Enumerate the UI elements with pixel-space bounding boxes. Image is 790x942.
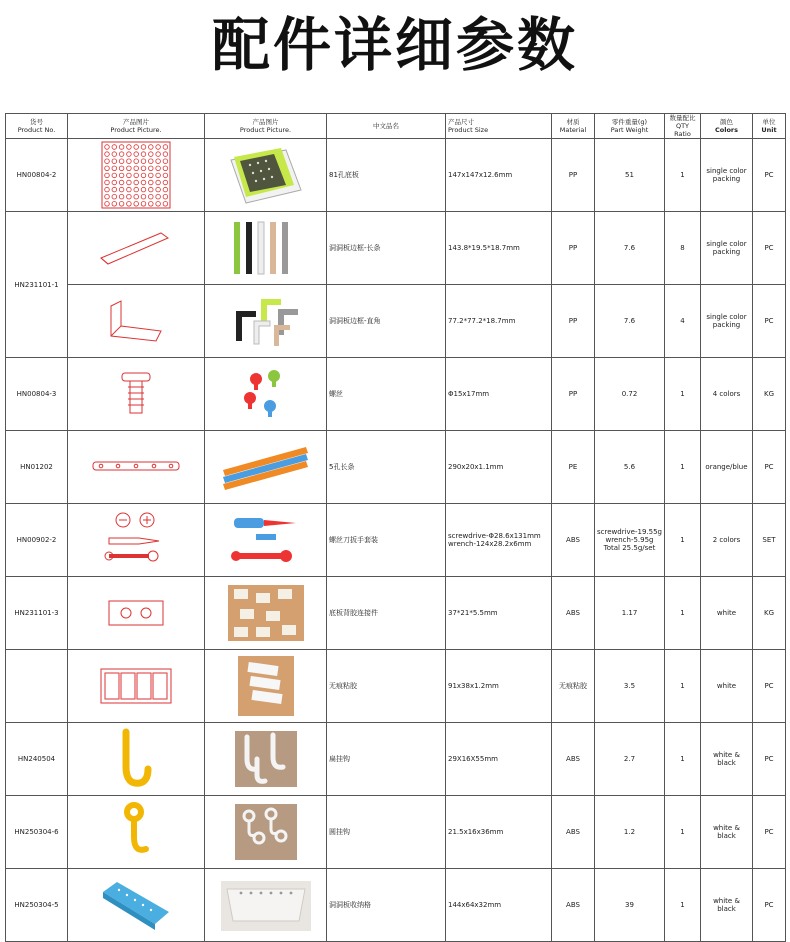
peg-hole <box>127 145 132 150</box>
material: PP <box>552 139 595 212</box>
peg-hole <box>127 152 132 157</box>
qty-ratio: 1 <box>665 869 701 942</box>
part-weight: 2.7 <box>595 723 665 796</box>
chinese-name: 扁挂钩 <box>327 723 446 796</box>
peg-hole <box>156 202 161 207</box>
peg-hole <box>134 166 139 171</box>
peg-hole <box>149 159 154 164</box>
material: PE <box>552 431 595 504</box>
peg-hole <box>105 194 110 199</box>
peg-hole <box>141 159 146 164</box>
colors: white <box>701 650 753 723</box>
material: PP <box>552 285 595 358</box>
peg-hole <box>156 145 161 150</box>
peg-hole <box>149 152 154 157</box>
peg-hole <box>163 152 168 157</box>
peg-hole <box>119 159 124 164</box>
peg-hole <box>141 194 146 199</box>
product-size: 143.8*19.5*18.7mm <box>446 212 552 285</box>
table-row <box>6 650 786 723</box>
peg-hole <box>149 173 154 178</box>
shelf-sketch-icon <box>99 878 173 932</box>
part-weight: 7.6 <box>595 212 665 285</box>
flat-hook-sketch-icon <box>116 727 156 791</box>
product-code: HN231101-1 <box>6 212 68 358</box>
unit: PC <box>753 796 786 869</box>
material: ABS <box>552 504 595 577</box>
unit: KG <box>753 577 786 650</box>
chinese-name: 洞洞板边框-直角 <box>327 285 446 358</box>
connector-sketch-icon <box>106 598 166 628</box>
product-photo <box>205 431 327 504</box>
product-code: HN240504 <box>6 723 68 796</box>
table-row <box>6 577 786 650</box>
material: 无痕粘胶 <box>552 650 595 723</box>
colors: orange/blue <box>701 431 753 504</box>
header-size: 产品尺寸 Product Size <box>446 114 552 139</box>
colors: 4 colors <box>701 358 753 431</box>
table-row <box>6 139 786 212</box>
chinese-name: 洞洞板边框-长条 <box>327 212 446 285</box>
tool-set-photo-icon <box>226 510 306 570</box>
flat-hooks-photo-icon <box>233 729 299 789</box>
five-hole-strip-sketch-icon <box>91 457 181 477</box>
peg-hole <box>134 159 139 164</box>
qty-ratio: 1 <box>665 504 701 577</box>
chinese-name: 无痕粘胶 <box>327 650 446 723</box>
qty-ratio: 1 <box>665 577 701 650</box>
qty-ratio: 1 <box>665 723 701 796</box>
product-size: 37*21*5.5mm <box>446 577 552 650</box>
product-size: 77.2*77.2*18.7mm <box>446 285 552 358</box>
table-row <box>6 431 786 504</box>
product-photo <box>205 212 327 285</box>
peg-hole <box>141 173 146 178</box>
header-weight: 零件重量(g) Part Weight <box>595 114 665 139</box>
peg-hole <box>134 187 139 192</box>
qty-ratio: 4 <box>665 285 701 358</box>
table-row <box>6 212 786 285</box>
peg-hole <box>112 145 117 150</box>
product-size: Φ15x17mm <box>446 358 552 431</box>
unit: PC <box>753 431 786 504</box>
peg-hole <box>163 166 168 171</box>
peg-hole <box>156 152 161 157</box>
peg-hole <box>163 194 168 199</box>
product-photo <box>205 504 327 577</box>
unit: PC <box>753 212 786 285</box>
round-hooks-photo-icon <box>233 802 299 862</box>
product-photo <box>205 285 327 358</box>
header-row <box>6 114 786 139</box>
unit: KG <box>753 358 786 431</box>
part-weight: 5.6 <box>595 431 665 504</box>
peg-hole <box>112 166 117 171</box>
strips-photo-icon <box>218 442 313 492</box>
qty-ratio: 1 <box>665 139 701 212</box>
line-drawing <box>68 139 205 212</box>
peg-hole <box>163 202 168 207</box>
header-unit: 单位 Unit <box>753 114 786 139</box>
chinese-name: 81孔底板 <box>327 139 446 212</box>
peg-hole <box>156 159 161 164</box>
header-picture-2: 产品图片 Product Picture. <box>205 114 327 139</box>
product-code: HN00804-2 <box>6 139 68 212</box>
peg-hole <box>149 166 154 171</box>
peg-hole <box>163 145 168 150</box>
qty-ratio: 1 <box>665 650 701 723</box>
product-size: 29X16X55mm <box>446 723 552 796</box>
screws-photo-icon <box>236 364 296 424</box>
product-size: screwdrive-Φ28.6x131mm wrench-124x28.2x6mm <box>446 504 552 577</box>
product-size: 21.5x16x36mm <box>446 796 552 869</box>
peg-hole <box>119 166 124 171</box>
peg-hole <box>149 187 154 192</box>
peg-hole <box>119 180 124 185</box>
chinese-name: 螺丝 <box>327 358 446 431</box>
peg-hole <box>127 173 132 178</box>
line-drawing <box>68 650 205 723</box>
material: ABS <box>552 869 595 942</box>
peg-hole <box>119 187 124 192</box>
product-size: 147x147x12.6mm <box>446 139 552 212</box>
peg-hole <box>112 187 117 192</box>
chinese-name: 洞洞板收纳格 <box>327 869 446 942</box>
peg-hole <box>112 180 117 185</box>
peg-hole <box>105 159 110 164</box>
peg-hole <box>127 159 132 164</box>
peg-hole <box>163 173 168 178</box>
product-photo <box>205 869 327 942</box>
part-weight: 3.5 <box>595 650 665 723</box>
part-weight: 51 <box>595 139 665 212</box>
unit: PC <box>753 869 786 942</box>
peg-hole <box>134 194 139 199</box>
peg-hole <box>119 194 124 199</box>
table-row <box>6 723 786 796</box>
peg-hole <box>105 180 110 185</box>
peg-hole <box>119 202 124 207</box>
peg-hole <box>149 180 154 185</box>
line-drawing <box>68 723 205 796</box>
chinese-name: 5孔长条 <box>327 431 446 504</box>
peg-hole <box>134 180 139 185</box>
edge-strip-sketch-icon <box>96 228 176 268</box>
pegboard-sketch-icon <box>101 141 171 209</box>
peg-hole <box>141 187 146 192</box>
chinese-name: 底板背胶连接件 <box>327 577 446 650</box>
product-photo <box>205 577 327 650</box>
peg-hole <box>134 152 139 157</box>
peg-hole <box>105 202 110 207</box>
parts-spec-table <box>5 113 786 942</box>
colors: white & black <box>701 723 753 796</box>
product-photo <box>205 139 327 212</box>
peg-hole <box>105 187 110 192</box>
peg-hole <box>156 166 161 171</box>
product-size: 91x38x1.2mm <box>446 650 552 723</box>
product-code: HN250304-5 <box>6 869 68 942</box>
qty-ratio: 8 <box>665 212 701 285</box>
line-drawing <box>68 285 205 358</box>
peg-hole <box>149 145 154 150</box>
peg-hole <box>127 202 132 207</box>
table-row <box>6 869 786 942</box>
part-weight: 0.72 <box>595 358 665 431</box>
part-weight: 1.17 <box>595 577 665 650</box>
chinese-name: 螺丝刀扳手套装 <box>327 504 446 577</box>
unit: PC <box>753 650 786 723</box>
unit: SET <box>753 504 786 577</box>
header-picture-1: 产品图片 Product Picture. <box>68 114 205 139</box>
unit: PC <box>753 139 786 212</box>
peg-hole <box>156 187 161 192</box>
peg-hole <box>149 194 154 199</box>
material: ABS <box>552 577 595 650</box>
peg-hole <box>127 166 132 171</box>
qty-ratio: 1 <box>665 431 701 504</box>
colors: single color packing <box>701 212 753 285</box>
table-row <box>6 504 786 577</box>
colors: single color packing <box>701 285 753 358</box>
product-code: HN01202 <box>6 431 68 504</box>
peg-hole <box>156 173 161 178</box>
peg-hole <box>141 180 146 185</box>
line-drawing <box>68 212 205 285</box>
peg-hole <box>112 202 117 207</box>
part-weight: 7.6 <box>595 285 665 358</box>
header-ratio: 数量配比 QTY Ratio <box>665 114 701 139</box>
peg-hole <box>127 180 132 185</box>
header-code: 货号 Product No. <box>6 114 68 139</box>
material: ABS <box>552 796 595 869</box>
peg-hole <box>163 187 168 192</box>
product-code: HN231101-3 <box>6 577 68 650</box>
header-colors: 颜色 Colors <box>701 114 753 139</box>
peg-hole <box>105 152 110 157</box>
corner-sketch-icon <box>101 296 171 346</box>
corners-photo-icon <box>226 291 306 351</box>
peg-hole <box>156 194 161 199</box>
material: ABS <box>552 723 595 796</box>
header-material: 材质 Material <box>552 114 595 139</box>
peg-hole <box>112 194 117 199</box>
line-drawing <box>68 796 205 869</box>
unit: PC <box>753 723 786 796</box>
peg-hole <box>163 159 168 164</box>
peg-hole <box>105 173 110 178</box>
colors: single color packing <box>701 139 753 212</box>
product-photo <box>205 358 327 431</box>
peg-hole <box>119 145 124 150</box>
peg-hole <box>134 173 139 178</box>
part-weight: 1.2 <box>595 796 665 869</box>
colors: 2 colors <box>701 504 753 577</box>
peg-hole <box>134 202 139 207</box>
header-name: 中文品名 <box>327 114 446 139</box>
peg-hole <box>112 152 117 157</box>
peg-hole <box>105 166 110 171</box>
peg-hole <box>112 159 117 164</box>
shelf-photo-icon <box>219 875 313 935</box>
peg-hole <box>112 173 117 178</box>
line-drawing <box>68 869 205 942</box>
peg-hole <box>141 145 146 150</box>
peg-hole <box>134 145 139 150</box>
line-drawing <box>68 431 205 504</box>
screw-sketch-icon <box>116 369 156 419</box>
peg-hole <box>141 152 146 157</box>
line-drawing <box>68 504 205 577</box>
page-title: 配件详细参数 <box>211 11 578 79</box>
peg-hole <box>141 166 146 171</box>
part-weight: screwdrive-19.55g wrench-5.95g Total 25.5g/set <box>595 504 665 577</box>
colors: white & black <box>701 796 753 869</box>
line-drawing <box>68 577 205 650</box>
colors: white <box>701 577 753 650</box>
round-hook-sketch-icon <box>116 800 156 864</box>
adhesive-sketch-icon <box>98 666 174 706</box>
peg-hole <box>163 180 168 185</box>
connectors-photo-icon <box>226 583 306 643</box>
peg-hole <box>141 202 146 207</box>
peg-hole <box>149 202 154 207</box>
peg-hole <box>156 180 161 185</box>
product-photo <box>205 723 327 796</box>
tools-sketch-icon <box>101 510 171 570</box>
product-code: HN00902-2 <box>6 504 68 577</box>
unit: PC <box>753 285 786 358</box>
product-code: HN250304-6 <box>6 796 68 869</box>
qty-ratio: 1 <box>665 796 701 869</box>
chinese-name: 圆挂钩 <box>327 796 446 869</box>
line-drawing <box>68 358 205 431</box>
qty-ratio: 1 <box>665 358 701 431</box>
table-row <box>6 285 786 358</box>
product-photo <box>205 650 327 723</box>
part-weight: 39 <box>595 869 665 942</box>
peg-hole <box>127 187 132 192</box>
product-size: 290x20x1.1mm <box>446 431 552 504</box>
peg-hole <box>127 194 132 199</box>
product-photo <box>205 796 327 869</box>
peg-hole <box>119 152 124 157</box>
table-row <box>6 796 786 869</box>
pegboards-photo-icon <box>226 145 306 205</box>
peg-hole <box>119 173 124 178</box>
edge-strips-photo-icon <box>226 218 306 278</box>
peg-hole <box>105 145 110 150</box>
product-size: 144x64x32mm <box>446 869 552 942</box>
product-code: HN00804-3 <box>6 358 68 431</box>
colors: white & black <box>701 869 753 942</box>
adhesives-photo-icon <box>236 654 296 718</box>
material: PP <box>552 358 595 431</box>
material: PP <box>552 212 595 285</box>
table-row <box>6 358 786 431</box>
product-code <box>6 650 68 723</box>
